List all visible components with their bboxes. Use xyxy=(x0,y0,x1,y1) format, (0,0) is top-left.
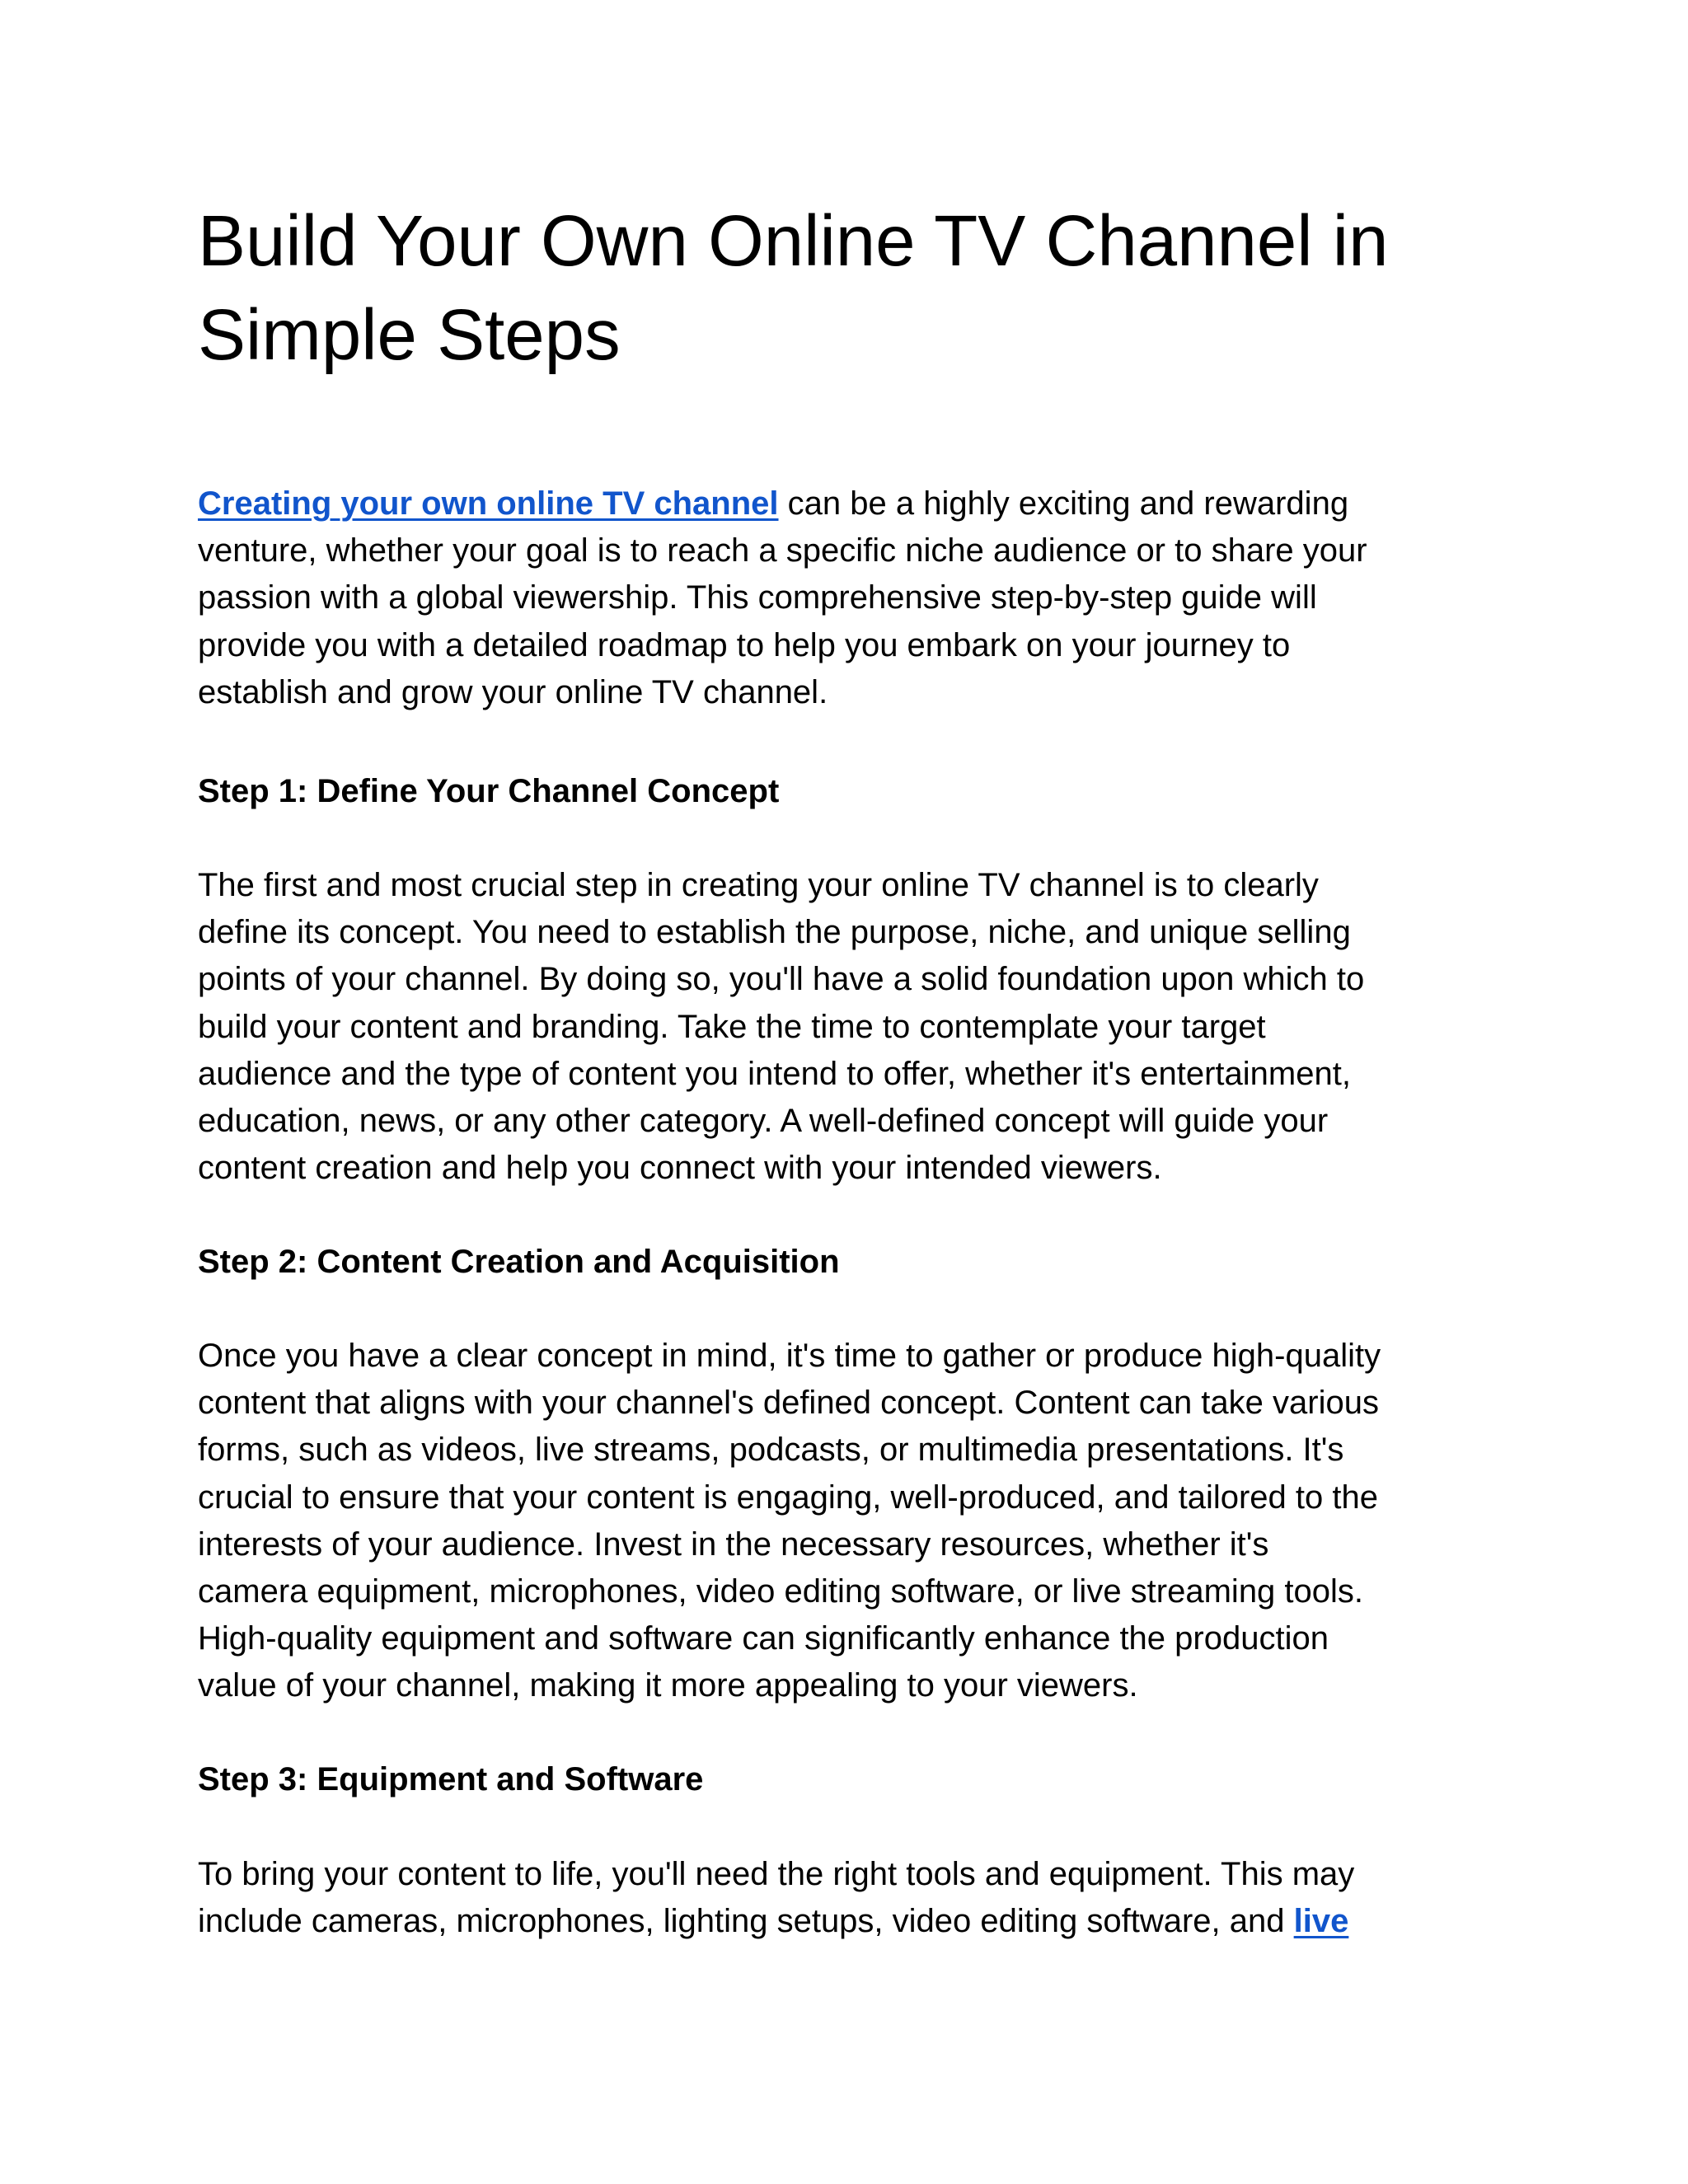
step1-line-5: audience and the type of content you intend to offer, whether it's entertainment, xyxy=(198,1055,1351,1092)
step1-line-6: education, news, or any other category. A well-defined concept will guide your xyxy=(198,1103,1329,1140)
step2-paragraph xyxy=(198,1333,1500,1710)
step2-line-7: High-quality equipment and software can significantly enhance the production xyxy=(198,1620,1329,1657)
step2-line-2: content that aligns with your channel's defined concept. Content can take various xyxy=(198,1385,1379,1422)
document-title xyxy=(198,194,1500,382)
step2-heading: Step 2: Content Creation and Acquisition xyxy=(198,1244,840,1280)
step1-line-3: points of your channel. By doing so, you'll have a solid foundation upon which to xyxy=(198,961,1365,998)
intro-line-1 xyxy=(198,480,1500,527)
step1-line-2: define its concept. You need to establish the purpose, niche, and unique selling xyxy=(198,914,1351,951)
step3-heading: Step 3: Equipment and Software xyxy=(198,1761,704,1797)
step2-line-8: value of your channel, making it more appealing to your viewers. xyxy=(198,1667,1138,1704)
intro-line-4: provide you with a detailed roadmap to help you embark on your journey to xyxy=(198,626,1291,663)
intro-line-1-rest: can be a highly exciting and rewarding xyxy=(778,485,1349,522)
step2-line-3: forms, such as videos, live streams, podcasts, or multimedia presentations. It's xyxy=(198,1432,1344,1469)
step1-line-7: content creation and help you connect with your intended viewers. xyxy=(198,1150,1162,1187)
step3-paragraph xyxy=(198,1851,1500,1945)
step3-line-2-text: include cameras, microphones, lighting setups, video editing software, and xyxy=(198,1903,1294,1940)
step2-line-5: interests of your audience. Invest in the necessary resources, whether it's xyxy=(198,1526,1269,1563)
step1-heading: Step 1: Define Your Channel Concept xyxy=(198,773,780,809)
intro-line-2: venture, whether your goal is to reach a specific niche audience or to share your xyxy=(198,532,1367,569)
step1-line-4: build your content and branding. Take the time to contemplate your target xyxy=(198,1008,1266,1045)
title-line-2: Simple Steps xyxy=(198,295,621,375)
step2-line-4: crucial to ensure that your content is engaging, well-produced, and tailored to the xyxy=(198,1479,1378,1516)
intro-paragraph xyxy=(198,480,1500,716)
intro-line-3: passion with a global viewership. This comprehensive step-by-step guide will xyxy=(198,579,1317,616)
step2-line-1: Once you have a clear concept in mind, it's time to gather or produce high-quality xyxy=(198,1338,1381,1374)
title-line-1: Build Your Own Online TV Channel in xyxy=(198,201,1389,281)
live-streaming-link[interactable]: live xyxy=(1293,1903,1349,1940)
step1-line-1: The first and most crucial step in creating your online TV channel is to clearly xyxy=(198,867,1319,903)
step3-line-1: To bring your content to life, you'll need the right tools and equipment. This may xyxy=(198,1856,1355,1892)
intro-line-5: establish and grow your online TV channel. xyxy=(198,673,828,710)
step3-line-2 xyxy=(198,1898,1500,1945)
step1-paragraph xyxy=(198,862,1500,1192)
online-tv-channel-link[interactable]: Creating your own online TV channel xyxy=(198,485,779,522)
step2-line-6: camera equipment, microphones, video editing software, or live streaming tools. xyxy=(198,1573,1364,1610)
